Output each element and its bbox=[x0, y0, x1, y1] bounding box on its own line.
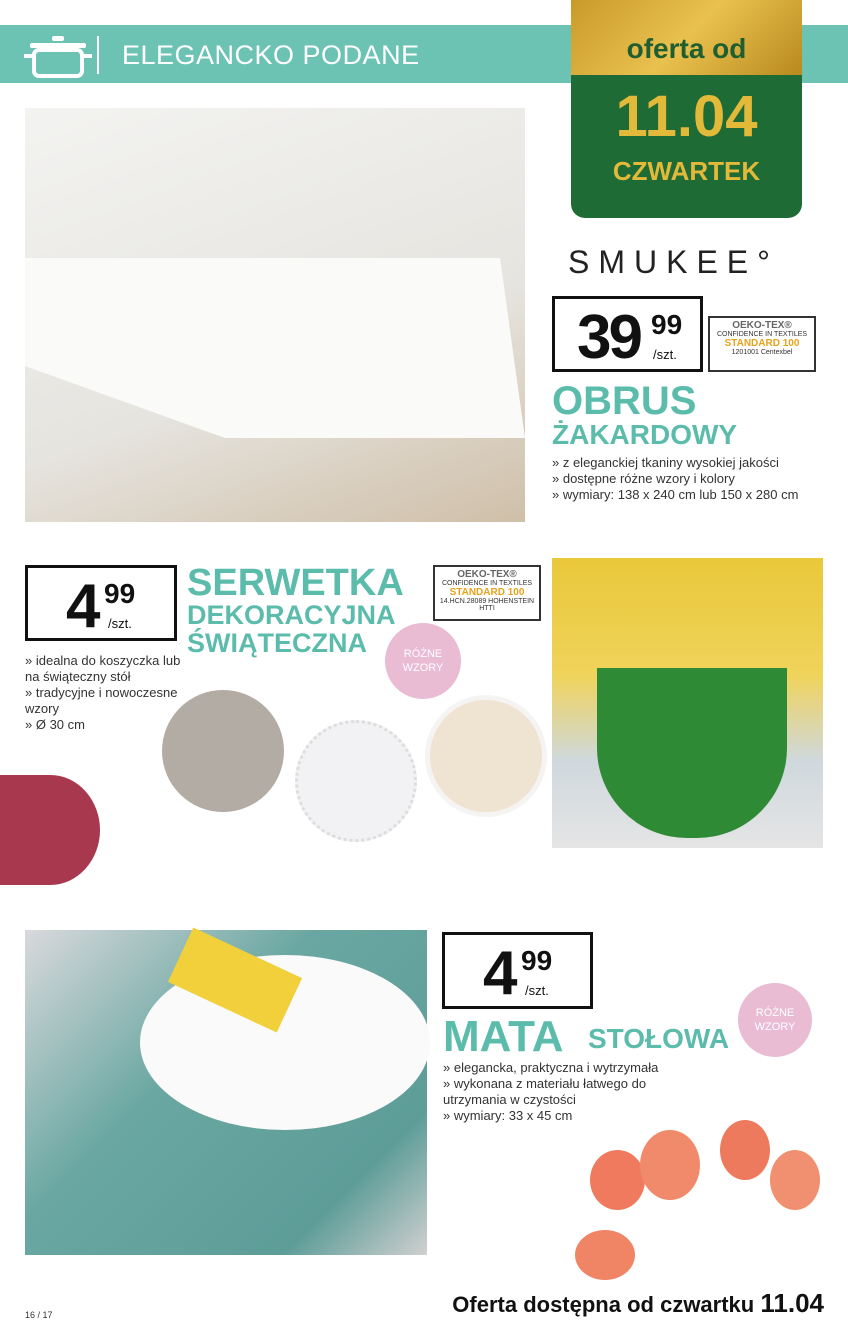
napkin-grey-photo bbox=[162, 690, 284, 812]
price-decimal: 99 bbox=[104, 578, 136, 609]
header-divider bbox=[97, 36, 99, 74]
product-name: MATA bbox=[443, 1012, 564, 1061]
oeko-sub: CONFIDENCE IN TEXTILES bbox=[441, 580, 533, 587]
price-integer: 39 bbox=[577, 303, 640, 372]
footer-offer bbox=[452, 1288, 824, 1319]
product-name-2: ŻAKARDOWY bbox=[552, 419, 738, 450]
footer-offer-date: 11.04 bbox=[760, 1288, 824, 1318]
feature: » idealna do koszyczka lub na świąteczny stół bbox=[25, 653, 185, 685]
variants-badge: RÓŻNE WZORY bbox=[738, 983, 812, 1057]
oeko-standard: STANDARD 100 bbox=[449, 587, 525, 598]
page-numbers: 16 / 17 bbox=[25, 1310, 53, 1320]
product-features bbox=[443, 1060, 713, 1124]
price-decimal: 99 bbox=[521, 945, 553, 976]
feature: » Ø 30 cm bbox=[25, 717, 185, 733]
oeko-title: OEKO-TEX® bbox=[732, 320, 792, 331]
brand-logo: SMUKEE° bbox=[568, 244, 779, 280]
feature: » wykonana z materiału łatwego do utrzymania w czystości bbox=[443, 1076, 713, 1108]
offer-day: CZWARTEK bbox=[612, 156, 761, 186]
oeko-title: OEKO-TEX® bbox=[457, 569, 517, 580]
price-unit: /szt. bbox=[108, 616, 132, 631]
price-decimal: 99 bbox=[651, 309, 683, 340]
feature: » wymiary: 33 x 45 cm bbox=[443, 1108, 713, 1124]
easter-basket-photo bbox=[552, 558, 823, 848]
price-unit: /szt. bbox=[653, 347, 677, 362]
feature: » elegancka, praktyczna i wytrzymała bbox=[443, 1060, 713, 1076]
offer-date-badge bbox=[571, 0, 802, 218]
variants-badge: RÓŻNE WZORY bbox=[385, 623, 461, 699]
oeko-tex-label bbox=[433, 565, 541, 621]
section-title: ELEGANCKO PODANE bbox=[122, 40, 420, 70]
oeko-sub: CONFIDENCE IN TEXTILES bbox=[716, 331, 808, 338]
feature: » tradycyjne i nowoczesne wzory bbox=[25, 685, 185, 717]
footer-offer-text: Oferta dostępna od czwartku bbox=[452, 1292, 755, 1317]
tulips-decoration bbox=[570, 1120, 830, 1290]
product-features bbox=[25, 653, 185, 733]
price-tag-napkin bbox=[25, 565, 177, 641]
napkin-beige-photo bbox=[425, 695, 547, 817]
product-name-3: ŚWIĄTECZNA bbox=[187, 628, 367, 658]
table-mat-photo bbox=[25, 930, 427, 1255]
oeko-code: 14.HCN.28089 HOHENSTEIN HTTI bbox=[439, 598, 535, 612]
offer-label: oferta od bbox=[571, 0, 802, 75]
price-tag-tablecloth bbox=[552, 296, 703, 372]
product-name: SERWETKA bbox=[187, 562, 404, 604]
product-name-2: STOŁOWA bbox=[588, 1023, 730, 1054]
product-features bbox=[552, 455, 842, 503]
price-integer: 4 bbox=[66, 572, 98, 641]
oeko-standard: STANDARD 100 bbox=[724, 338, 800, 349]
napkin-white-photo bbox=[295, 720, 417, 842]
tablecloth-photo bbox=[25, 108, 525, 522]
price-integer: 4 bbox=[483, 939, 515, 1008]
product-name-2: DEKORACYJNA bbox=[187, 600, 396, 630]
price-unit: /szt. bbox=[525, 983, 549, 998]
offer-date: 11.04 bbox=[615, 84, 758, 149]
oeko-code: 1201001 Centexbel bbox=[731, 349, 793, 356]
product-name: OBRUS bbox=[552, 379, 697, 423]
feature: » z eleganckiej tkaniny wysokiej jakości bbox=[552, 455, 842, 471]
feature: » dostępne różne wzory i kolory bbox=[552, 471, 842, 487]
feature: » wymiary: 138 x 240 cm lub 150 x 280 cm bbox=[552, 487, 842, 503]
price-tag-mat bbox=[442, 932, 593, 1009]
easter-egg-decoration bbox=[0, 775, 100, 885]
oeko-tex-label bbox=[708, 316, 816, 372]
pot-icon bbox=[24, 34, 92, 78]
